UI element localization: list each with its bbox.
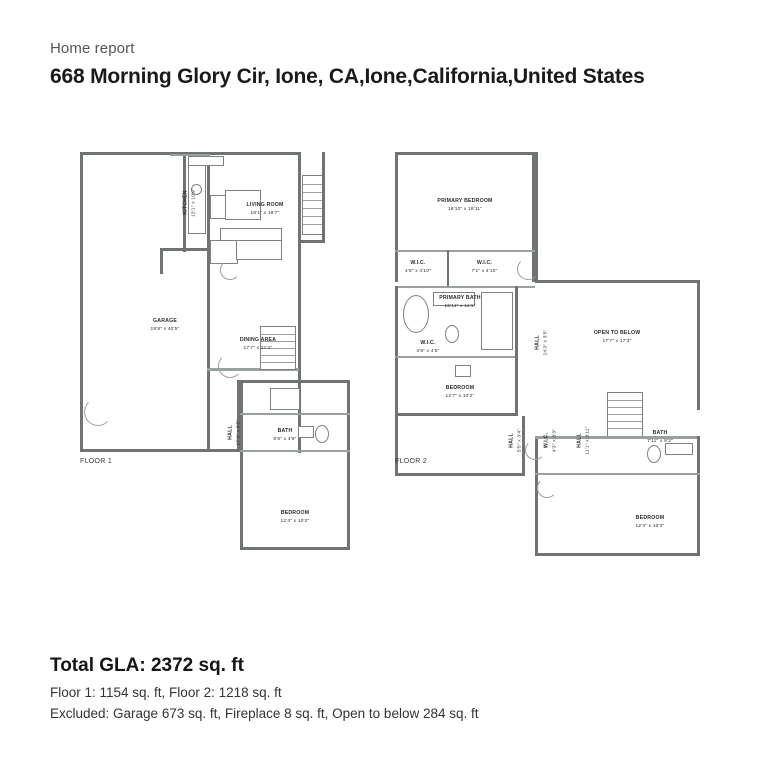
room-label: W.I.C. 4'9" x 4'5" xyxy=(416,340,440,354)
wall xyxy=(240,547,350,550)
toilet-icon xyxy=(647,445,661,463)
room-label: BEDROOM 12'4" x 10'3" xyxy=(635,515,665,529)
wall xyxy=(395,416,398,476)
room-label: DINING AREA 17'7" x 21'4" xyxy=(239,337,277,351)
wall xyxy=(697,280,700,410)
wall xyxy=(535,553,700,556)
wall xyxy=(322,152,325,242)
wall xyxy=(395,473,525,476)
wall xyxy=(240,413,350,415)
wall xyxy=(395,250,535,252)
wall xyxy=(240,450,350,452)
floor-2-plan xyxy=(385,140,705,590)
room-label: BATH 8'8" x 4'9" xyxy=(273,428,297,442)
room-label: LIVING ROOM 18'1" x 18'7" xyxy=(246,202,284,216)
kitchen-counter xyxy=(188,156,224,166)
room-label: KITCHEN 13'1" x 10'9" xyxy=(182,188,197,217)
wall xyxy=(535,473,700,475)
report-subtitle: Home report xyxy=(50,40,135,57)
wall xyxy=(395,152,535,155)
room-label: BEDROOM 12'7" x 10'2" xyxy=(445,385,475,399)
wall xyxy=(395,356,515,358)
report-header xyxy=(50,40,730,89)
room-label: OPEN TO BELOW 17'7" x 17'3" xyxy=(593,330,641,344)
floor-1-plan xyxy=(70,140,380,590)
wall xyxy=(395,286,398,416)
wall xyxy=(80,449,240,452)
wall xyxy=(395,413,515,416)
page-title: 668 Morning Glory Cir, Ione, CA,Ione,California,United States xyxy=(50,65,645,88)
floor-areas: Floor 1: 1154 sq. ft, Floor 2: 1218 sq. ft xyxy=(50,685,282,700)
room-label: PRIMARY BEDROOM 19'10" x 18'11" xyxy=(437,198,493,212)
door-icon xyxy=(525,440,545,460)
excluded-areas: Excluded: Garage 673 sq. ft, Fireplace 8 sq. ft, Open to below 284 sq. ft xyxy=(50,706,479,721)
room-label: W.I.C. 7'1" x 4'10" xyxy=(471,260,498,274)
shower-icon xyxy=(270,388,300,410)
wall xyxy=(298,260,301,370)
wall xyxy=(347,380,350,550)
room-label: HALL 24'3" x 3'5" xyxy=(534,329,549,356)
floor-1-label: FLOOR 1 xyxy=(80,458,113,465)
room-label: GARAGE 19'8" x 40'5" xyxy=(150,318,180,332)
door-icon xyxy=(84,398,112,426)
door-icon xyxy=(220,260,240,280)
wall xyxy=(395,286,535,288)
room-label: HALL 5'5" x 3'4" xyxy=(508,428,523,453)
room-label: HALL 11'1" x 3'11" xyxy=(576,426,591,455)
floorplan-diagram xyxy=(50,140,710,610)
sofa-icon xyxy=(236,240,282,260)
wall xyxy=(535,280,700,283)
wall xyxy=(697,436,700,556)
door-icon xyxy=(218,354,242,378)
total-gla: Total GLA: 2372 sq. ft xyxy=(50,655,244,676)
totals-section xyxy=(50,655,730,727)
wall xyxy=(447,250,449,288)
room-label: HALL 17'3" x 5'5" xyxy=(227,419,242,446)
door-icon xyxy=(517,258,539,280)
room-label: W.I.C. 4'8" x 4'10" xyxy=(404,260,432,274)
floor-2-label: FLOOR 2 xyxy=(395,458,428,465)
wall xyxy=(515,286,518,416)
room-label: W.I.C. 4'3" x 3'3" xyxy=(543,428,558,453)
room-label: BATH 7'11" x 9'3" xyxy=(647,430,673,444)
sink-icon xyxy=(455,365,471,377)
wall xyxy=(160,248,163,274)
wall xyxy=(207,270,210,452)
wall xyxy=(240,380,350,383)
wall xyxy=(298,240,325,243)
wall xyxy=(80,152,83,452)
room-label: BEDROOM 12'4" x 10'2" xyxy=(280,510,310,524)
room-label: PRIMARY BATH 15'11" x 11'1" xyxy=(439,295,481,309)
door-icon xyxy=(537,478,557,498)
